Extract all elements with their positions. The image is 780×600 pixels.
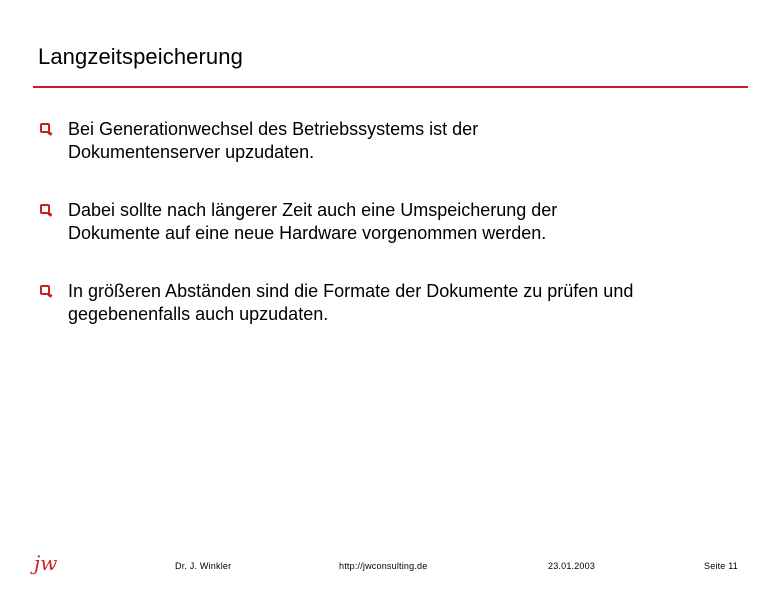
bullet-text-line: Dabei sollte nach längerer Zeit auch eine Umspeicherung der	[68, 200, 558, 220]
bullet-text-line: In größeren Abständen sind die Formate der Dokumente zu prüfen und	[68, 281, 634, 301]
bullet-text-line: Bei Generationwechsel des Betriebssystems ist der	[68, 119, 479, 139]
bullet-item	[40, 199, 760, 245]
bullet-text-line: gegebenenfalls auch upzudaten.	[68, 304, 329, 324]
bullet-list	[40, 118, 760, 361]
bullet-text-line: Dokumentenserver upzudaten.	[68, 142, 315, 162]
bullet-item	[40, 280, 760, 326]
page-title: Langzeitspeicherung	[38, 44, 243, 69]
footer-author: Dr. J. Winkler	[175, 561, 232, 571]
bullet-item	[40, 118, 760, 164]
footer-date: 23.01.2003	[548, 561, 596, 571]
bullet-text-line: Dokumente auf eine neue Hardware vorgenommen werden.	[68, 223, 547, 243]
footer-url-link[interactable]: http://jwconsulting.de	[339, 561, 428, 571]
slide-footer	[0, 551, 780, 580]
checkbox-square-icon	[40, 285, 50, 295]
jw-logo: jw	[34, 551, 58, 575]
title-divider	[33, 86, 748, 88]
footer-page-number: Seite 11	[704, 561, 738, 571]
checkbox-square-icon	[40, 204, 50, 214]
checkbox-square-icon	[40, 123, 50, 133]
